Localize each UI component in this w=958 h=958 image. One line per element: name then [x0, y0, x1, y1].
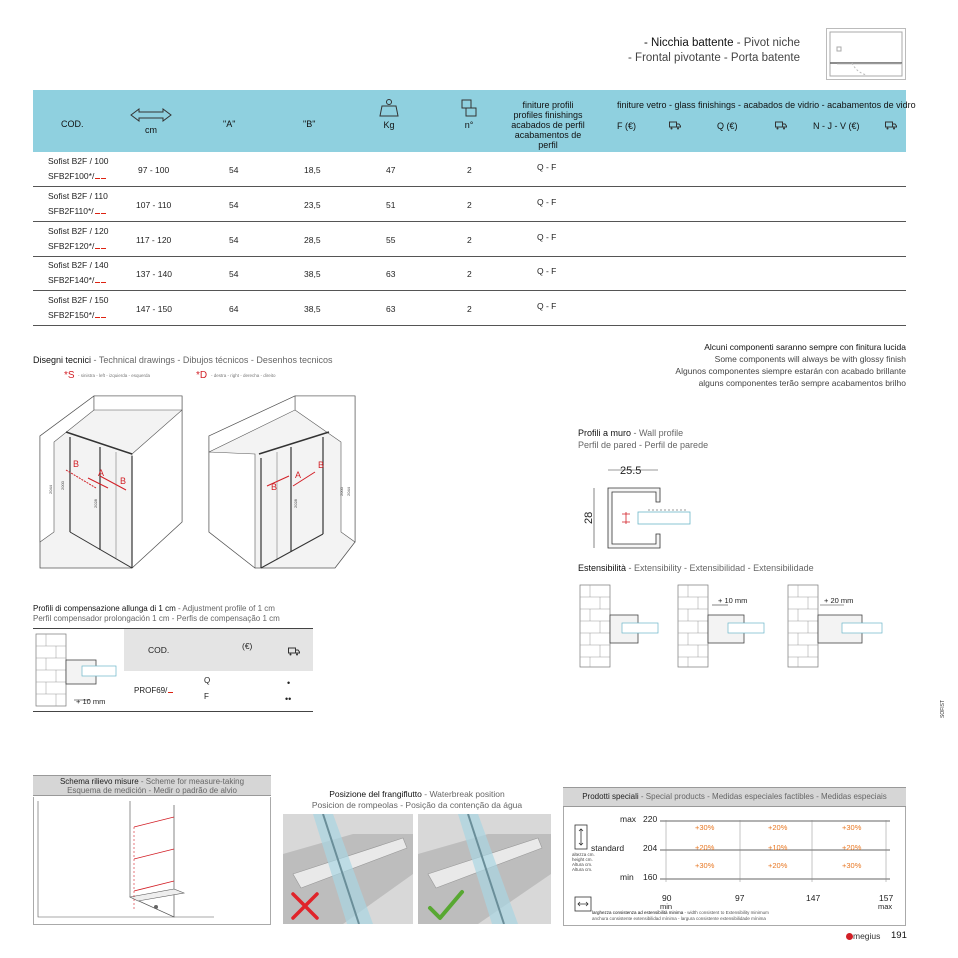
adjust-divider — [33, 711, 313, 712]
left-mark: *S — [64, 370, 75, 381]
adjust-finish-f: F — [204, 692, 209, 701]
measure-title: Schema rilievo misure - Scheme for measure-taking Esquema de medición - Medir o padrão de alvio — [33, 775, 271, 796]
dim-label: 2000 — [60, 481, 65, 490]
special-cell: +20% — [768, 861, 788, 870]
col-pieces: n° — [456, 98, 482, 130]
row-divider — [33, 186, 906, 187]
row-cm: 137 - 140 — [136, 269, 172, 279]
wall-profile-title: Profili a muro - Wall profile Perfil de pared - Perfil de parede — [578, 428, 709, 450]
row-divider — [33, 256, 906, 257]
truck-icon — [775, 121, 787, 132]
brand-logo: megius — [846, 931, 880, 941]
dim-height: 28 — [583, 511, 595, 524]
row-kg: 63 — [386, 269, 396, 279]
row-finish: Q - F — [537, 232, 557, 242]
label-a: A — [98, 468, 105, 478]
col-cm: cm — [129, 107, 173, 135]
dim-label: 2044 — [48, 485, 53, 494]
special-standard-value: 204 — [643, 843, 658, 853]
col-njv-price: N - J - V (€) — [813, 121, 860, 131]
row-code: SFB2F100*/ — [48, 171, 106, 181]
row-finish: Q - F — [537, 301, 557, 311]
page-number: 191 — [891, 930, 907, 941]
drawings-title: Disegni tecnici - Technical drawings - Dibujos técnicos - Desenhos tecnicos — [33, 355, 333, 365]
extensibility-title: Estensibilità - Extensibility - Extensibilidad - Extensibilidade — [578, 563, 814, 573]
adjust-delivery-f: •• — [285, 694, 292, 704]
row-b: 38,5 — [304, 304, 321, 314]
measure-drawing-box — [33, 797, 271, 925]
row-name: Sofist B2F / 140 — [48, 260, 109, 270]
special-cell: +30% — [842, 861, 862, 870]
header-subtitle: - Frontal pivotante - Porta batente — [628, 52, 800, 64]
right-mark-text: - destra - right - derecha - direito — [211, 373, 276, 378]
special-min-value: 160 — [643, 872, 658, 882]
special-cell: +30% — [842, 823, 862, 832]
col-f-price: F (€) — [617, 121, 636, 131]
truck-icon — [669, 121, 681, 132]
width-icon — [574, 896, 592, 912]
waterbreak-correct-image — [418, 814, 551, 924]
waterbreak-wrong-image — [283, 814, 413, 924]
waterbreak-title: Posizione del frangiflutto - Waterbreak position Posicion de rompeolas - Posição da contenção da água — [311, 789, 523, 810]
row-kg: 63 — [386, 304, 396, 314]
row-a: 64 — [229, 304, 239, 314]
adjust-plus-10mm: + 10 mm — [76, 697, 106, 706]
col-glass-finishes: finiture vetro - glass finishings - acabados de vidrio - acabamentos de vidro — [617, 100, 916, 110]
truck-icon — [885, 121, 897, 132]
special-max-value: 220 — [643, 814, 658, 824]
special-max-label: max — [620, 814, 637, 824]
row-name: Sofist B2F / 120 — [48, 226, 109, 236]
label-b: B — [271, 482, 278, 492]
row-cm: 117 - 120 — [136, 235, 172, 245]
row-pieces: 2 — [467, 269, 472, 279]
dim-width: 25.5 — [620, 465, 642, 477]
special-cell: +20% — [768, 823, 788, 832]
row-pieces: 2 — [467, 304, 472, 314]
header-title-main: - Nicchia battente — [644, 37, 734, 49]
special-x-147: 147 — [806, 893, 821, 903]
special-cell: +30% — [695, 861, 715, 870]
wall-profile-drawing — [578, 458, 698, 554]
special-standard-label: standard — [591, 843, 625, 853]
row-a: 54 — [229, 165, 239, 175]
col-cod: COD. — [61, 119, 84, 129]
extension-10mm: + 10 mm — [718, 596, 748, 605]
dim-label: 2044 — [346, 487, 351, 496]
special-cell: +20% — [695, 843, 715, 852]
col-a: "A" — [223, 119, 236, 129]
row-b: 23,5 — [304, 200, 321, 210]
adjust-delivery-q: • — [287, 678, 291, 688]
page-header — [628, 36, 800, 66]
dim-label: 2028 — [93, 499, 98, 508]
shower-drawing-right — [205, 392, 360, 572]
special-min-label: min — [620, 872, 634, 882]
dim-label: 2000 — [339, 487, 344, 496]
row-cm: 147 - 150 — [136, 304, 172, 314]
row-cm: 107 - 110 — [136, 200, 172, 210]
col-b: "B" — [303, 119, 316, 129]
row-finish: Q - F — [537, 197, 557, 207]
col-profile-finishes: finiture profili profiles finishings acabados de perfil acabamentos de perfil — [511, 100, 585, 150]
row-code: SFB2F120*/ — [48, 241, 106, 251]
right-mark: *D — [196, 370, 208, 381]
side-tab-label: SOFIST — [940, 699, 946, 718]
row-a: 54 — [229, 269, 239, 279]
row-pieces: 2 — [467, 165, 472, 175]
width-arrows-icon — [129, 107, 173, 123]
height-icon — [574, 824, 588, 850]
shower-drawing-left — [36, 392, 186, 572]
row-code: SFB2F110*/ — [48, 206, 106, 216]
col-kg: Kg — [376, 98, 402, 130]
special-x-157: 157 — [879, 893, 894, 903]
row-b: 28,5 — [304, 235, 321, 245]
truck-icon — [288, 643, 300, 661]
adjust-code: PROF69/ — [134, 686, 173, 695]
glossy-note: Alcuni componenti saranno sempre con finitura lucida Some components will always be with glossy finish Algunos componentes siempre estarán con acabado brillante alguns componentes terão sempre acabamentos brilho — [675, 342, 906, 388]
adjust-col-price: (€) — [242, 641, 253, 651]
special-cell: +30% — [695, 823, 715, 832]
dim-label: 2028 — [293, 499, 298, 508]
header-title-rest: - Pivot niche — [733, 37, 800, 49]
extensibility-drawings — [578, 583, 908, 669]
label-b: B — [318, 460, 325, 470]
special-title: Prodotti speciali - Special products - Medidas especiales factibles - Medidas especiais — [563, 787, 906, 807]
adjust-table-header — [124, 629, 313, 671]
row-b: 18,5 — [304, 165, 321, 175]
special-x-90: 90 — [662, 893, 672, 903]
row-finish: Q - F — [537, 266, 557, 276]
row-a: 54 — [229, 235, 239, 245]
adjust-finish-q: Q — [204, 676, 211, 685]
row-name: Sofist B2F / 150 — [48, 295, 109, 305]
special-x-min: min — [660, 902, 673, 911]
adjust-col-cod: COD. — [148, 645, 170, 655]
pivot-niche-thumbnail — [826, 28, 906, 80]
row-kg: 55 — [386, 235, 396, 245]
label-b: B — [120, 476, 127, 486]
special-cell: +10% — [768, 843, 788, 852]
weight-icon — [378, 98, 400, 118]
row-pieces: 2 — [467, 200, 472, 210]
boxes-icon — [459, 98, 479, 118]
row-kg: 51 — [386, 200, 396, 210]
row-b: 38,5 — [304, 269, 321, 279]
adjust-title: Profili di compensazione allunga di 1 cm - Adjustment profile of 1 cm Perfil compensador prolongación 1 cm - Perfis de compensação 1 cm — [33, 604, 280, 623]
left-mark-text: - sinistra - left - izquierda - esquerda — [78, 373, 151, 378]
label-b: B — [73, 459, 80, 469]
row-code: SFB2F150*/ — [48, 310, 106, 320]
row-kg: 47 — [386, 165, 396, 175]
row-code: SFB2F140*/ — [48, 275, 106, 285]
brand-dot-icon — [846, 933, 853, 940]
label-a: A — [295, 470, 302, 480]
special-cell: +20% — [842, 843, 862, 852]
row-name: Sofist B2F / 110 — [48, 191, 108, 201]
row-name: Sofist B2F / 100 — [48, 156, 109, 166]
row-a: 54 — [229, 200, 239, 210]
extension-20mm: + 20 mm — [824, 596, 854, 605]
width-legend: larghezza consistenza ad estensibilità minima - width consistent to Extensibility minimum anchura consistente extensibilidad mínima - largura consistente extensibilidade mínima — [592, 910, 769, 921]
col-q-price: Q (€) — [717, 121, 738, 131]
row-divider — [33, 221, 906, 222]
row-divider — [33, 325, 906, 326]
row-pieces: 2 — [467, 235, 472, 245]
special-x-max: max — [878, 902, 893, 911]
row-divider — [33, 290, 906, 291]
product-table-header — [33, 90, 916, 152]
height-legend: altezza cm. height cm. Altura cm. Altura cm. — [572, 852, 595, 872]
row-finish: Q - F — [537, 162, 557, 172]
special-x-97: 97 — [735, 893, 745, 903]
measure-scheme-drawing — [34, 797, 270, 923]
row-cm: 97 - 100 — [138, 165, 170, 175]
